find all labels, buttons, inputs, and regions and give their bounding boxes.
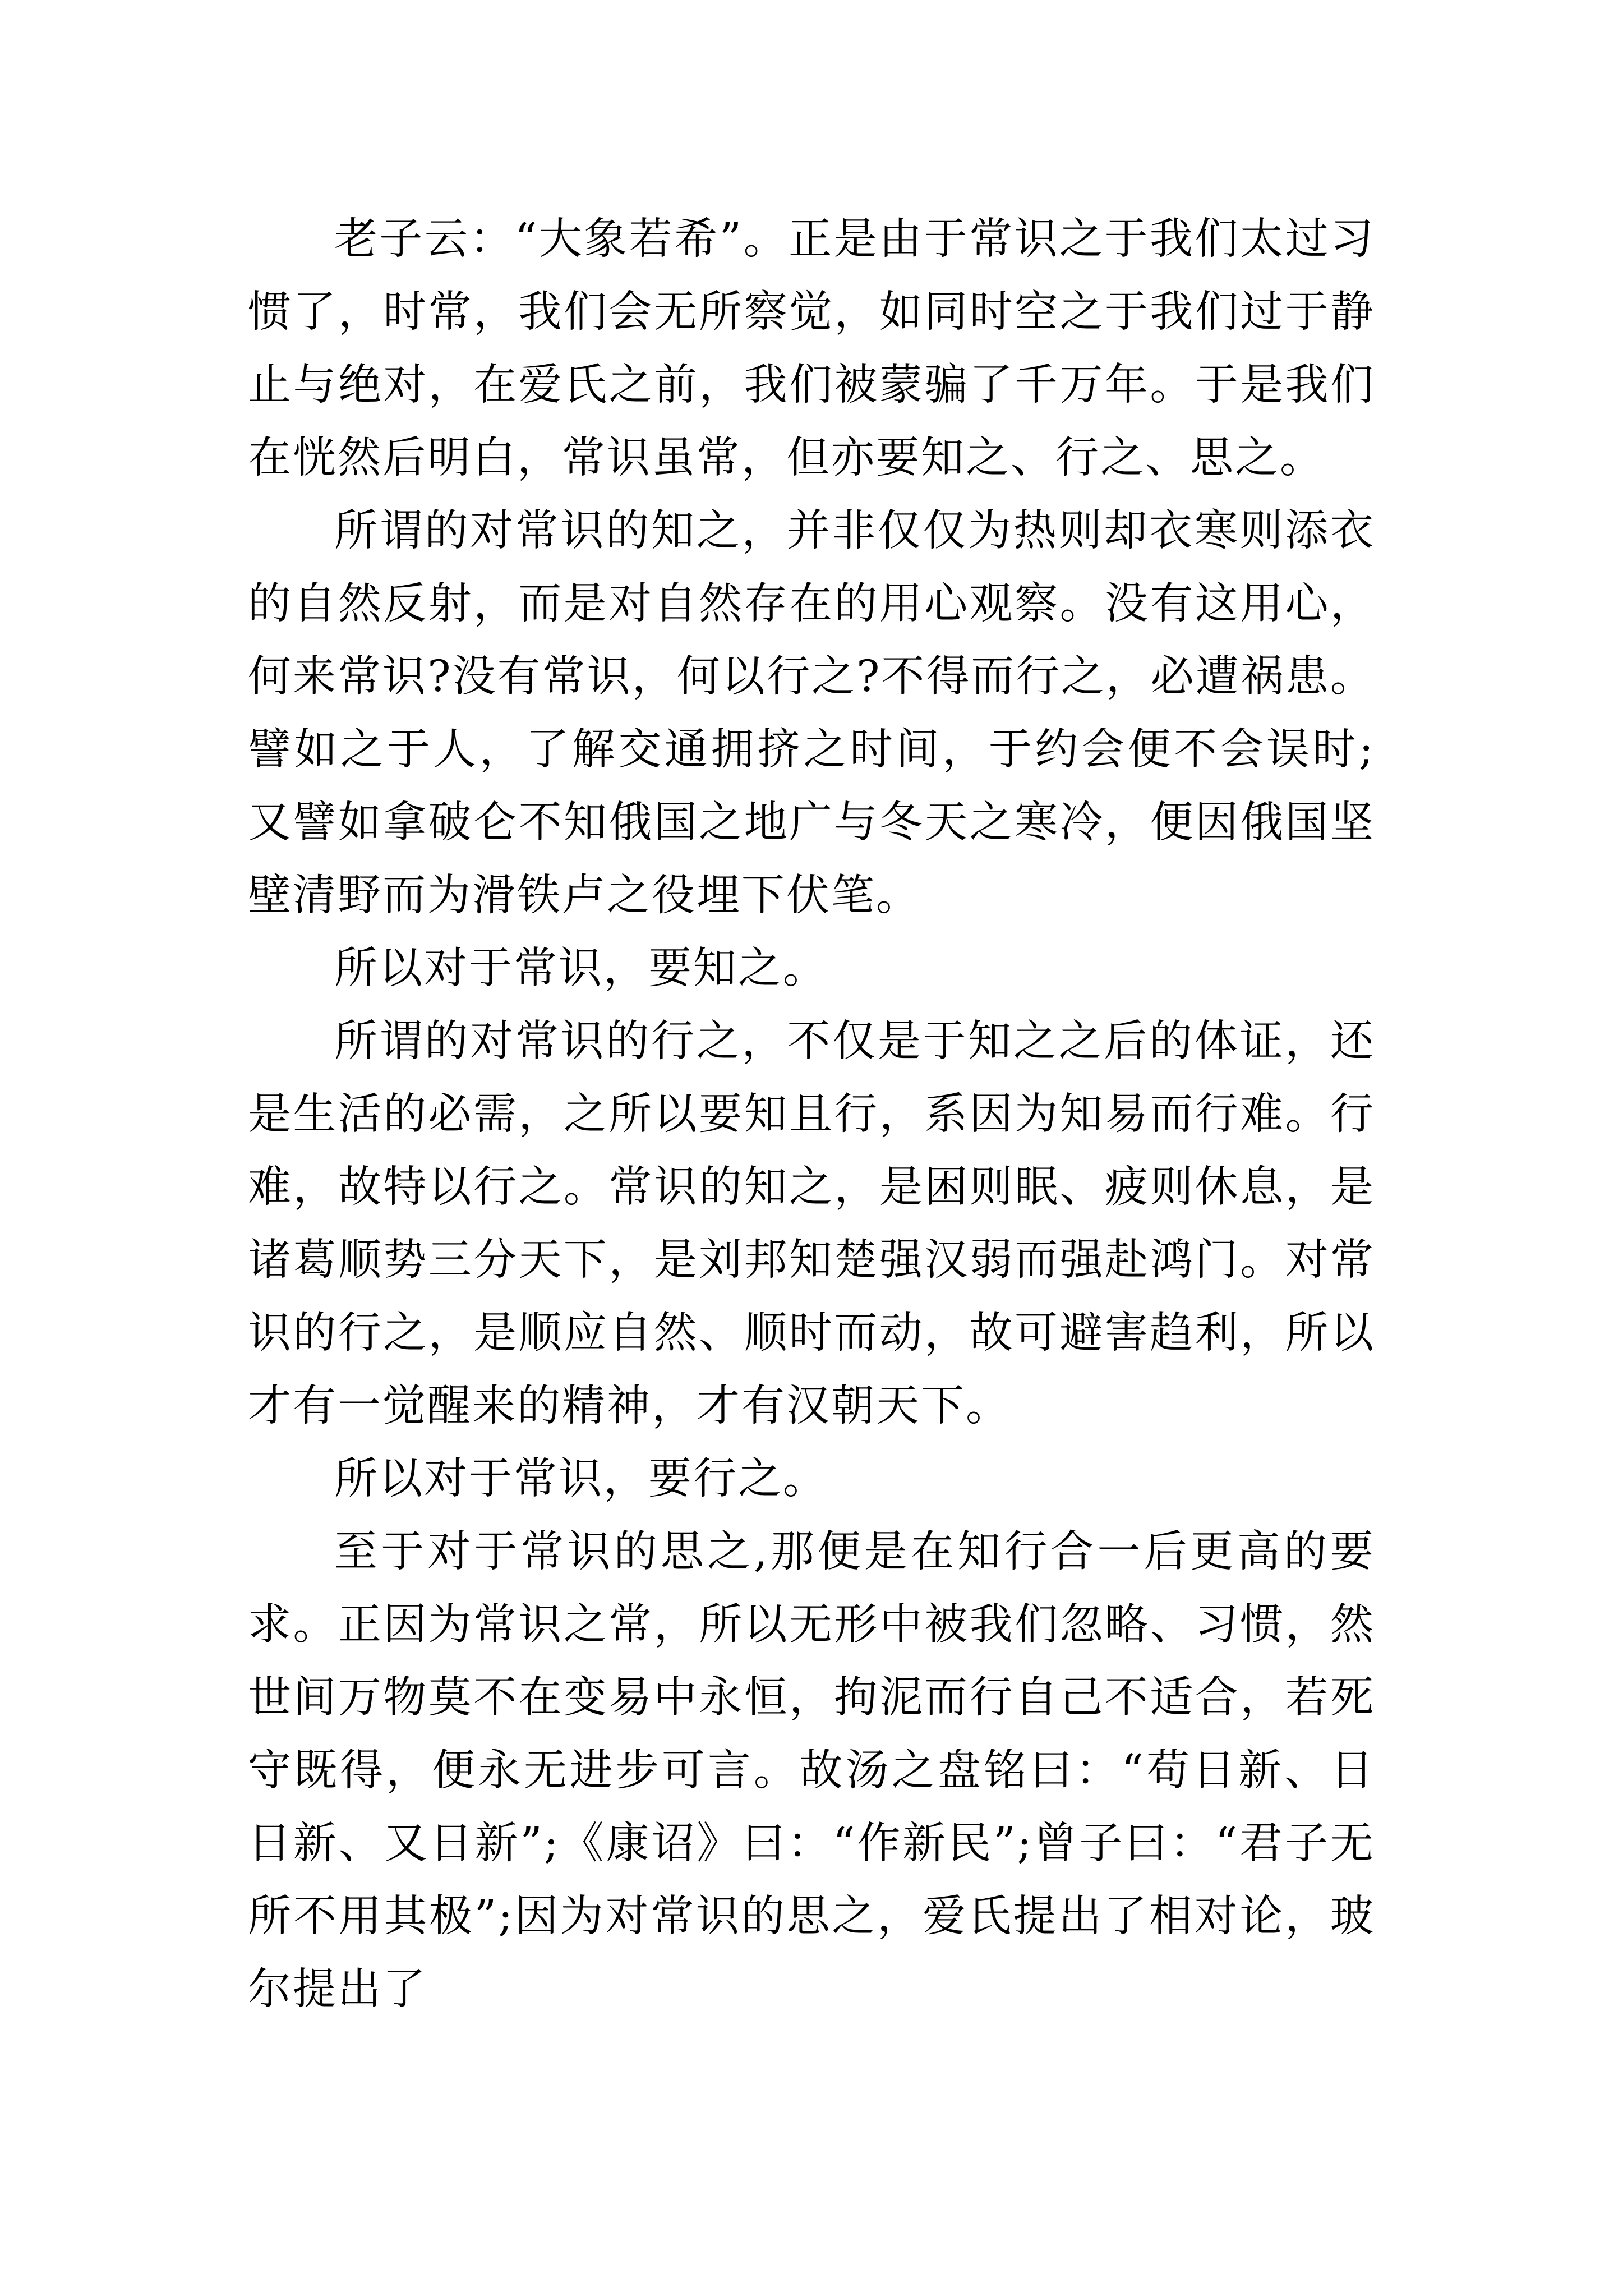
- paragraph-6: 至于对于常识的思之,那便是在知行合一后更高的要求。正因为常识之常，所以无形中被我们忽略、习惯，然世间万物莫不在变易中永恒，拘泥而行自己不适合，若死守既得，便永无进步可言。故汤之盘铭曰：“苟日新、日日新、又日新”;《康诏》曰：“作新民”;曾子曰：“君子无所不用其极”;因为对常识的思之，爱氏提出了相对论，玻尔提出了: [248, 1527, 1375, 2014]
- paragraph-1: 老子云：“大象若希”。正是由于常识之于我们太过习惯了，时常，我们会无所察觉，如同时空之于我们过于静止与绝对，在爱氏之前，我们被蒙骗了千万年。于是我们在恍然后明白，常识虽常，但亦要知之、行之、思之。: [248, 214, 1375, 483]
- paragraph-2: 所谓的对常识的知之，并非仅仅为热则却衣寒则添衣的自然反射，而是对自然存在的用心观察。没有这用心，何来常识?没有常识，何以行之?不得而行之，必遭祸患。譬如之于人，了解交通拥挤之时间，于约会便不会误时;又譬如拿破仑不知俄国之地广与冬天之寒冷，便因俄国坚壁清野而为滑铁卢之役埋下伏笔。: [248, 506, 1375, 921]
- paragraph-5: 所以对于常识，要行之。: [334, 1454, 828, 1504]
- document-body: [248, 203, 1375, 2026]
- paragraph-3: 所以对于常识，要知之。: [334, 944, 828, 993]
- paragraph-4: 所谓的对常识的行之，不仅是于知之之后的体证，还是生活的必需，之所以要知且行，系因为知易而行难。行难，故特以行之。常识的知之，是困则眠、疲则休息，是诸葛顺势三分天下，是刘邦知楚强汉弱而强赴鸿门。对常识的行之，是顺应自然、顺时而动，故可避害趋利，所以才有一觉醒来的精神，才有汉朝天下。: [248, 1016, 1375, 1431]
